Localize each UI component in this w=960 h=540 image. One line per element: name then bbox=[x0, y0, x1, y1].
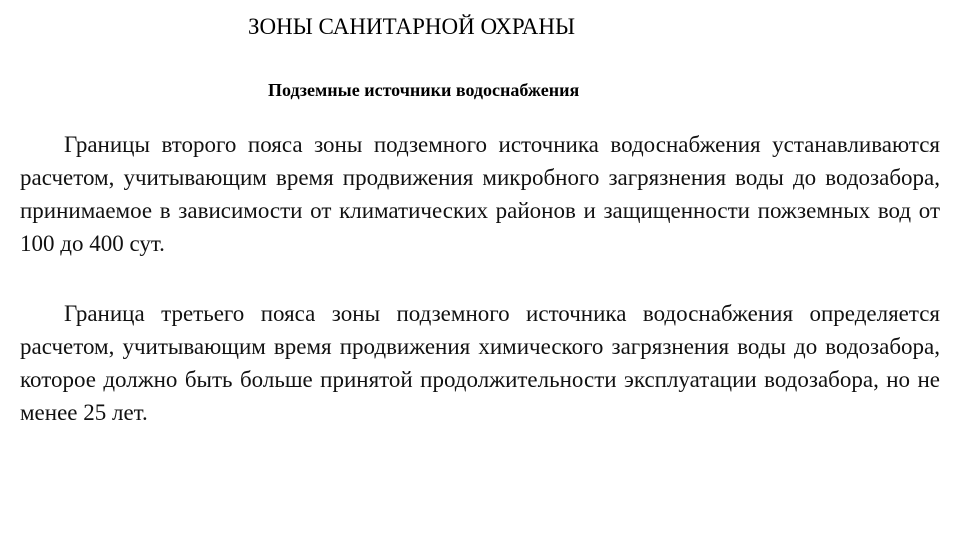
page-subtitle: Подземные источники водоснабжения bbox=[268, 80, 580, 100]
paragraph-second-belt: Границы второго пояса зоны подземного источника водоснабжения устанавливаются расчетом, учитывающим время продвижения микробного загрязнения воды до водозабора, принимаемое в зависимости от климатических районов и защищенности пожземных вод от 100 до 400 сут. bbox=[20, 132, 940, 256]
page-title: ЗОНЫ САНИТАРНОЙ ОХРАНЫ bbox=[248, 14, 576, 39]
paragraph-third-belt: Граница третьего пояса зоны подземного источника водоснабжения определяется расчетом, учитывающим время продвижения химического загрязнения воды до водозабора, которое должно быть больше принятой продолжительности эксплуатации водозабора, но не менее 25 лет. bbox=[20, 301, 940, 425]
